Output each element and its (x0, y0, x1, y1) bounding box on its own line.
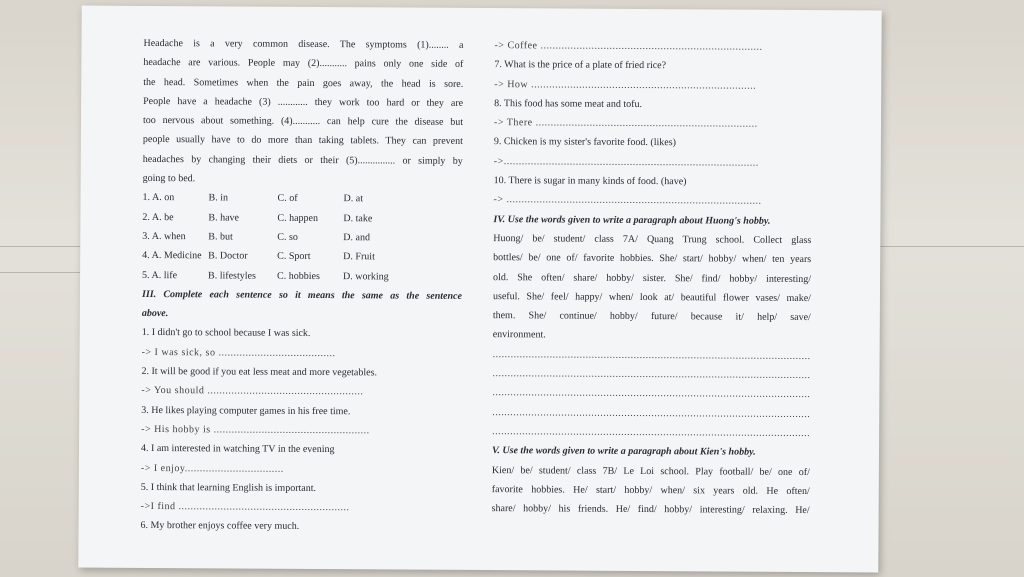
prompt-line: Huong/ be/ student/ class 7A/ Quang Trung school. Collect glass (493, 233, 812, 246)
blank-line: .......................................................................................................... (492, 406, 811, 420)
blank-line: .......................................................................................................... (492, 426, 811, 439)
option-b: B. have (208, 212, 240, 224)
option-c: C. of (277, 193, 298, 205)
blank-line: .......................................................................................................... (492, 387, 811, 401)
answer-line: -> I enjoy................................. (140, 462, 284, 475)
section-3-title-cont: above. (141, 308, 169, 320)
prompt-line: them. She/ continue/ hobby/ future/ because it/ help/ save/ (492, 310, 811, 324)
option-a: 2. A. be (142, 211, 174, 223)
writing-lines (492, 345, 811, 443)
question: 1. I didn't go to school because I was sick. (141, 327, 311, 340)
floor-seam-left (0, 272, 80, 273)
passage-line: too nervous about something. (4)........... can help cure the disease but (142, 115, 464, 129)
option-row (142, 246, 462, 267)
option-b: B. in (208, 192, 229, 204)
section-4-title: IV. Use the words given to write a paragraph about Huong's hobby. (493, 213, 771, 227)
option-b: B. lifestyles (208, 269, 256, 282)
answer-line: -> I was sick, so ....................................... (141, 346, 336, 359)
option-a: 3. A. when (142, 230, 186, 243)
question: 3. He likes playing computer games in his free time. (141, 404, 351, 417)
option-c: C. hobbies (277, 270, 320, 282)
answer-line: ->..................................................................................... (493, 155, 759, 169)
section-4-prompt (493, 229, 812, 347)
passage-line: headaches by changing their diets or their (5)............... or simply by (142, 153, 463, 167)
prompt-line: environment. (492, 329, 546, 341)
answer-options (142, 188, 463, 286)
blank-line: .......................................................................................................... (492, 348, 811, 362)
prompt-line: bottles/ be/ one of/ favorite hobbies. She/ start/ hobby/ when/ ten years (493, 252, 812, 266)
option-c: C. so (277, 231, 298, 243)
option-c: C. Sport (277, 251, 311, 263)
reading-passage (143, 34, 464, 190)
passage-line: people usually have to do more than taking tablets. They can prevent (142, 134, 463, 148)
question: 4. I am interested in watching TV in the evening (140, 443, 335, 456)
passage-line: the head. Sometimes when the pain goes away, the head is sore. (143, 76, 464, 90)
option-b: B. but (208, 231, 233, 243)
worksheet-page (78, 6, 881, 573)
section-5-prompt (492, 461, 810, 521)
option-row (142, 208, 462, 229)
section-5-title: V. Use the words given to write a paragraph about Kien's hobby. (491, 445, 756, 458)
section-3-title: III. Complete each sentence so it means the same as the sentence (141, 288, 462, 302)
question: 6. My brother enjoys coffee very much. (140, 520, 300, 533)
answer-line: ->I find ......................................................... (140, 501, 350, 514)
answer-line: -> You should .................................................... (141, 385, 364, 398)
answer-line: -> How ........................................................................... (494, 78, 757, 92)
right-column (492, 36, 813, 520)
left-column (140, 34, 463, 538)
question: 7. What is the price of a plate of fried rice? (494, 59, 667, 72)
prompt-line: useful. She/ feel/ happy/ when/ look at/ beautiful flower vases/ make/ (492, 290, 811, 304)
prompt-line: share/ hobby/ his friends. He/ find/ hobby/ interesting/ relaxing. He/ (491, 503, 810, 517)
passage-line: Headache is a very common disease. The symptoms (1)........ a (143, 37, 464, 51)
rewrite-items-cont (493, 36, 812, 212)
question: 5. I think that learning English is important. (140, 481, 317, 494)
option-d: D. take (343, 212, 373, 225)
option-row (142, 265, 462, 286)
passage-line: headache are various. People may (2)........... pains only one side of (143, 57, 464, 71)
answer-line: -> His hobby is .................................................... (141, 423, 370, 437)
question: 2. It will be good if you eat less meat and more vegetables. (141, 365, 378, 379)
option-a: 1. A. on (142, 192, 175, 204)
answer-line: -> There .......................................................................... (493, 117, 758, 130)
question: 10. There is sugar in many kinds of food. (have) (493, 175, 687, 188)
blank-line: .......................................................................................................... (492, 368, 811, 382)
rewrite-items (140, 323, 461, 537)
question: 8. This food has some meat and tofu. (494, 97, 643, 110)
option-a: 4. A. Medicine (142, 250, 202, 262)
question: 9. Chicken is my sister's favorite food. (likes) (493, 136, 676, 149)
prompt-line: old. She often/ share/ hobby/ sister. She/ find/ hobby/ interesting/ (493, 271, 812, 285)
option-c: C. happen (277, 212, 319, 224)
prompt-line: Kien/ be/ student/ class 7B/ Le Loi school. Play football/ be/ one of/ (491, 464, 810, 478)
option-a: 5. A. life (142, 269, 178, 281)
option-d: D. Fruit (343, 251, 375, 263)
prompt-line: favorite hobbies. He/ start/ hobby/ when/ six years old. He often/ (491, 483, 810, 497)
option-d: D. working (343, 270, 389, 283)
option-row (142, 227, 462, 248)
passage-line: going to bed. (142, 173, 196, 185)
option-b: B. Doctor (208, 250, 248, 262)
answer-line: -> Coffee .......................................................................... (494, 40, 763, 53)
passage-line: People have a headache (3) ............ they work too hard or they are (143, 95, 464, 109)
option-d: D. and (343, 232, 371, 244)
option-row (142, 188, 462, 209)
answer-line: -> ..................................................................................... (493, 194, 762, 208)
option-d: D. at (343, 193, 364, 205)
